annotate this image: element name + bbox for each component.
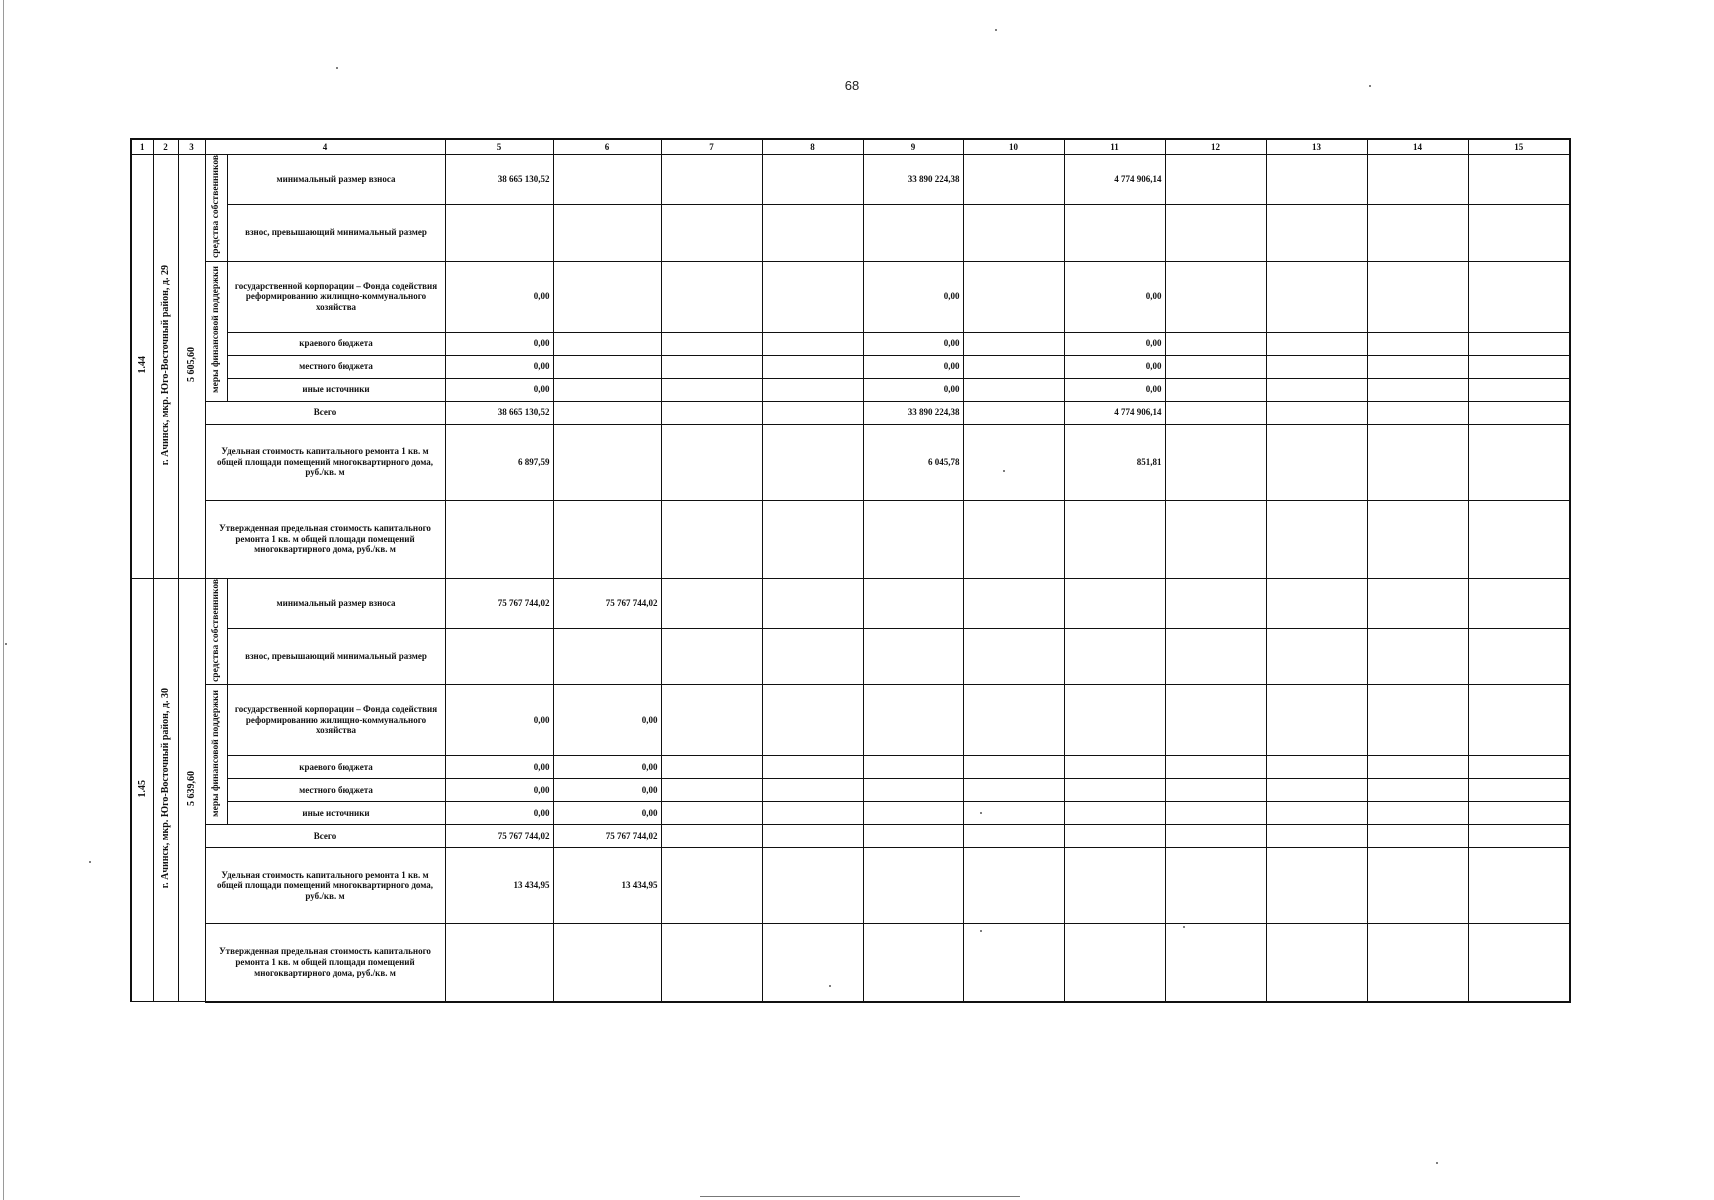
header-col-7: 7 bbox=[661, 139, 762, 155]
cell-col-12 bbox=[1165, 685, 1266, 756]
row-label: Удельная стоимость капитального ремонта 1 кв. м общей площади помещений многоквартирного дома, руб./кв. м bbox=[205, 424, 445, 500]
cell-col-14 bbox=[1367, 578, 1468, 628]
cell-col-12 bbox=[1165, 825, 1266, 848]
cell-col-9 bbox=[863, 756, 963, 779]
scan-speck bbox=[336, 67, 338, 69]
cell-col-5 bbox=[445, 924, 553, 1002]
cell-col-8 bbox=[762, 355, 863, 378]
cell-col-5: 13 434,95 bbox=[445, 848, 553, 924]
cell-col-14 bbox=[1367, 401, 1468, 424]
cell-col-12 bbox=[1165, 261, 1266, 332]
header-col-5: 5 bbox=[445, 139, 553, 155]
cell-col-7 bbox=[661, 332, 762, 355]
cell-col-5: 0,00 bbox=[445, 261, 553, 332]
cell-col-8 bbox=[762, 401, 863, 424]
header-col-1: 1 bbox=[131, 139, 153, 155]
cell-col-5: 0,00 bbox=[445, 685, 553, 756]
cell-col-10 bbox=[963, 848, 1064, 924]
table-row bbox=[131, 825, 1570, 848]
cell-col-9 bbox=[863, 779, 963, 802]
cell-col-11 bbox=[1064, 756, 1165, 779]
cell-col-6 bbox=[553, 924, 661, 1002]
cell-col-10 bbox=[963, 378, 1064, 401]
total-area-text: 5 639,60 bbox=[186, 770, 197, 806]
cell-col-13 bbox=[1266, 825, 1367, 848]
cell-col-12 bbox=[1165, 401, 1266, 424]
cell-col-6: 0,00 bbox=[553, 756, 661, 779]
cell-col-7 bbox=[661, 924, 762, 1002]
table-row bbox=[131, 802, 1570, 825]
cell-col-15 bbox=[1468, 355, 1570, 378]
cell-col-5: 0,00 bbox=[445, 378, 553, 401]
table-row bbox=[131, 685, 1570, 756]
cell-col-9: 0,00 bbox=[863, 355, 963, 378]
table-row bbox=[131, 332, 1570, 355]
owners-funds-label-text: средства собственников bbox=[210, 578, 221, 682]
cell-col-13 bbox=[1266, 401, 1367, 424]
row-label: государственной корпорации – Фонда содействия реформированию жилищно-коммунального хозяйства bbox=[227, 685, 445, 756]
header-col-4: 4 bbox=[205, 139, 445, 155]
capital-repair-table bbox=[130, 138, 1571, 1003]
cell-col-5: 75 767 744,02 bbox=[445, 578, 553, 628]
cell-col-5 bbox=[445, 204, 553, 261]
cell-col-15 bbox=[1468, 500, 1570, 578]
total-area-text: 5 605,60 bbox=[186, 347, 197, 383]
cell-col-15 bbox=[1468, 155, 1570, 205]
table-row bbox=[131, 756, 1570, 779]
cell-col-11: 0,00 bbox=[1064, 378, 1165, 401]
cell-col-14 bbox=[1367, 424, 1468, 500]
header-col-3: 3 bbox=[178, 139, 205, 155]
header-col-14: 14 bbox=[1367, 139, 1468, 155]
cell-col-11 bbox=[1064, 825, 1165, 848]
cell-col-6 bbox=[553, 332, 661, 355]
cell-col-11 bbox=[1064, 779, 1165, 802]
row-label: краевого бюджета bbox=[227, 756, 445, 779]
cell-col-11 bbox=[1064, 685, 1165, 756]
cell-col-5: 0,00 bbox=[445, 355, 553, 378]
row-label: минимальный размер взноса bbox=[227, 155, 445, 205]
header-col-2: 2 bbox=[153, 139, 178, 155]
cell-col-6: 75 767 744,02 bbox=[553, 825, 661, 848]
cell-col-14 bbox=[1367, 848, 1468, 924]
cell-col-6 bbox=[553, 628, 661, 685]
cell-col-10 bbox=[963, 332, 1064, 355]
cell-col-15 bbox=[1468, 825, 1570, 848]
cell-col-7 bbox=[661, 825, 762, 848]
cell-col-9 bbox=[863, 685, 963, 756]
cell-col-14 bbox=[1367, 628, 1468, 685]
cell-col-7 bbox=[661, 779, 762, 802]
row-label: иные источники bbox=[227, 378, 445, 401]
cell-col-7 bbox=[661, 378, 762, 401]
header-col-9: 9 bbox=[863, 139, 963, 155]
cell-col-14 bbox=[1367, 355, 1468, 378]
header-col-12: 12 bbox=[1165, 139, 1266, 155]
cell-col-8 bbox=[762, 825, 863, 848]
cell-col-12 bbox=[1165, 924, 1266, 1002]
cell-col-7 bbox=[661, 802, 762, 825]
cell-col-15 bbox=[1468, 332, 1570, 355]
cell-col-10 bbox=[963, 578, 1064, 628]
cell-col-9 bbox=[863, 825, 963, 848]
table-row bbox=[131, 924, 1570, 1002]
total-area bbox=[178, 578, 205, 1002]
row-label: Утвержденная предельная стоимость капитального ремонта 1 кв. м общей площади помещений многоквартирного дома, руб./кв. м bbox=[205, 500, 445, 578]
cell-col-11 bbox=[1064, 204, 1165, 261]
cell-col-15 bbox=[1468, 378, 1570, 401]
cell-col-7 bbox=[661, 685, 762, 756]
cell-col-10 bbox=[963, 825, 1064, 848]
financial-support-label bbox=[205, 685, 227, 825]
cell-col-9: 0,00 bbox=[863, 378, 963, 401]
cell-col-9 bbox=[863, 500, 963, 578]
cell-col-7 bbox=[661, 500, 762, 578]
cell-col-5: 6 897,59 bbox=[445, 424, 553, 500]
cell-col-7 bbox=[661, 848, 762, 924]
cell-col-15 bbox=[1468, 685, 1570, 756]
row-label: Всего bbox=[205, 401, 445, 424]
cell-col-11 bbox=[1064, 924, 1165, 1002]
cell-col-13 bbox=[1266, 155, 1367, 205]
cell-col-8 bbox=[762, 802, 863, 825]
cell-col-9: 33 890 224,38 bbox=[863, 155, 963, 205]
cell-col-5: 0,00 bbox=[445, 756, 553, 779]
cell-col-8 bbox=[762, 924, 863, 1002]
cell-col-13 bbox=[1266, 802, 1367, 825]
cell-col-11: 0,00 bbox=[1064, 355, 1165, 378]
row-label: взнос, превышающий минимальный размер bbox=[227, 204, 445, 261]
cell-col-7 bbox=[661, 401, 762, 424]
cell-col-12 bbox=[1165, 204, 1266, 261]
cell-col-5: 75 767 744,02 bbox=[445, 825, 553, 848]
address-text: г. Ачинск, мкр. Юго-Восточный район, д. 30 bbox=[160, 688, 171, 889]
cell-col-15 bbox=[1468, 204, 1570, 261]
cell-col-5: 38 665 130,52 bbox=[445, 155, 553, 205]
scan-artifact-line bbox=[700, 1196, 1020, 1197]
cell-col-15 bbox=[1468, 578, 1570, 628]
cell-col-6 bbox=[553, 401, 661, 424]
cell-col-10 bbox=[963, 756, 1064, 779]
scan-speck bbox=[89, 861, 91, 863]
cell-col-15 bbox=[1468, 924, 1570, 1002]
header-col-11: 11 bbox=[1064, 139, 1165, 155]
row-label: местного бюджета bbox=[227, 779, 445, 802]
cell-col-8 bbox=[762, 424, 863, 500]
cell-col-13 bbox=[1266, 500, 1367, 578]
cell-col-8 bbox=[762, 204, 863, 261]
cell-col-14 bbox=[1367, 685, 1468, 756]
cell-col-8 bbox=[762, 155, 863, 205]
address bbox=[153, 155, 178, 579]
address bbox=[153, 578, 178, 1002]
cell-col-14 bbox=[1367, 261, 1468, 332]
cell-col-6 bbox=[553, 424, 661, 500]
cell-col-6 bbox=[553, 500, 661, 578]
cell-col-7 bbox=[661, 355, 762, 378]
cell-col-6 bbox=[553, 204, 661, 261]
table-row bbox=[131, 378, 1570, 401]
cell-col-15 bbox=[1468, 756, 1570, 779]
cell-col-11 bbox=[1064, 578, 1165, 628]
cell-col-9 bbox=[863, 578, 963, 628]
scan-speck bbox=[995, 29, 997, 31]
cell-col-11: 0,00 bbox=[1064, 332, 1165, 355]
cell-col-13 bbox=[1266, 332, 1367, 355]
cell-col-5 bbox=[445, 500, 553, 578]
cell-col-8 bbox=[762, 332, 863, 355]
header-col-10: 10 bbox=[963, 139, 1064, 155]
cell-col-11 bbox=[1064, 802, 1165, 825]
owners-funds-label-text: средства собственников bbox=[210, 155, 221, 258]
cell-col-13 bbox=[1266, 779, 1367, 802]
cell-col-13 bbox=[1266, 261, 1367, 332]
cell-col-13 bbox=[1266, 355, 1367, 378]
cell-col-11: 4 774 906,14 bbox=[1064, 155, 1165, 205]
item-number-text: 1.45 bbox=[136, 779, 148, 798]
cell-col-13 bbox=[1266, 378, 1367, 401]
table-row bbox=[131, 848, 1570, 924]
cell-col-10 bbox=[963, 628, 1064, 685]
cell-col-14 bbox=[1367, 924, 1468, 1002]
cell-col-8 bbox=[762, 848, 863, 924]
table-row bbox=[131, 204, 1570, 261]
cell-col-11: 4 774 906,14 bbox=[1064, 401, 1165, 424]
cell-col-15 bbox=[1468, 261, 1570, 332]
cell-col-6 bbox=[553, 378, 661, 401]
cell-col-14 bbox=[1367, 155, 1468, 205]
cell-col-14 bbox=[1367, 825, 1468, 848]
cell-col-10 bbox=[963, 424, 1064, 500]
cell-col-12 bbox=[1165, 578, 1266, 628]
cell-col-10 bbox=[963, 155, 1064, 205]
scan-left-edge bbox=[3, 0, 4, 1200]
cell-col-8 bbox=[762, 378, 863, 401]
cell-col-9 bbox=[863, 924, 963, 1002]
cell-col-7 bbox=[661, 578, 762, 628]
cell-col-8 bbox=[762, 756, 863, 779]
cell-col-8 bbox=[762, 628, 863, 685]
cell-col-12 bbox=[1165, 378, 1266, 401]
cell-col-7 bbox=[661, 424, 762, 500]
cell-col-10 bbox=[963, 500, 1064, 578]
table-row bbox=[131, 155, 1570, 205]
financial-support-label-text: меры финансовой поддержки bbox=[210, 266, 221, 394]
cell-col-5: 0,00 bbox=[445, 779, 553, 802]
cell-col-11: 851,81 bbox=[1064, 424, 1165, 500]
cell-col-10 bbox=[963, 924, 1064, 1002]
cell-col-13 bbox=[1266, 848, 1367, 924]
cell-col-10 bbox=[963, 204, 1064, 261]
table-row bbox=[131, 424, 1570, 500]
cell-col-10 bbox=[963, 261, 1064, 332]
cell-col-8 bbox=[762, 578, 863, 628]
cell-col-10 bbox=[963, 401, 1064, 424]
cell-col-9 bbox=[863, 204, 963, 261]
header-col-8: 8 bbox=[762, 139, 863, 155]
cell-col-14 bbox=[1367, 500, 1468, 578]
cell-col-5 bbox=[445, 628, 553, 685]
cell-col-9: 6 045,78 bbox=[863, 424, 963, 500]
cell-col-6 bbox=[553, 355, 661, 378]
cell-col-8 bbox=[762, 500, 863, 578]
owners-funds-label bbox=[205, 578, 227, 685]
cell-col-7 bbox=[661, 155, 762, 205]
cell-col-5: 0,00 bbox=[445, 802, 553, 825]
scan-speck bbox=[1436, 1162, 1438, 1164]
cell-col-9: 0,00 bbox=[863, 261, 963, 332]
row-label: иные источники bbox=[227, 802, 445, 825]
cell-col-7 bbox=[661, 261, 762, 332]
cell-col-15 bbox=[1468, 848, 1570, 924]
cell-col-15 bbox=[1468, 779, 1570, 802]
cell-col-15 bbox=[1468, 628, 1570, 685]
cell-col-5: 38 665 130,52 bbox=[445, 401, 553, 424]
cell-col-12 bbox=[1165, 155, 1266, 205]
cell-col-12 bbox=[1165, 779, 1266, 802]
table-row bbox=[131, 261, 1570, 332]
cell-col-12 bbox=[1165, 756, 1266, 779]
cell-col-6 bbox=[553, 155, 661, 205]
cell-col-8 bbox=[762, 261, 863, 332]
cell-col-8 bbox=[762, 685, 863, 756]
financial-support-label bbox=[205, 261, 227, 401]
page-number: 68 bbox=[844, 78, 860, 93]
cell-col-10 bbox=[963, 802, 1064, 825]
cell-col-14 bbox=[1367, 756, 1468, 779]
row-label: краевого бюджета bbox=[227, 332, 445, 355]
cell-col-13 bbox=[1266, 204, 1367, 261]
cell-col-9 bbox=[863, 848, 963, 924]
owners-funds-label bbox=[205, 155, 227, 262]
financial-support-label-text: меры финансовой поддержки bbox=[210, 689, 221, 817]
item-number-text: 1.44 bbox=[136, 356, 148, 374]
cell-col-9: 33 890 224,38 bbox=[863, 401, 963, 424]
cell-col-13 bbox=[1266, 685, 1367, 756]
cell-col-6: 75 767 744,02 bbox=[553, 578, 661, 628]
cell-col-12 bbox=[1165, 802, 1266, 825]
cell-col-11 bbox=[1064, 848, 1165, 924]
item-number bbox=[131, 155, 153, 579]
address-text: г. Ачинск, мкр. Юго-Восточный район, д. 29 bbox=[160, 264, 171, 466]
cell-col-12 bbox=[1165, 332, 1266, 355]
cell-col-10 bbox=[963, 779, 1064, 802]
table-row bbox=[131, 628, 1570, 685]
table-row bbox=[131, 355, 1570, 378]
cell-col-14 bbox=[1367, 802, 1468, 825]
header-col-15: 15 bbox=[1468, 139, 1570, 155]
cell-col-12 bbox=[1165, 355, 1266, 378]
row-label: Всего bbox=[205, 825, 445, 848]
cell-col-10 bbox=[963, 355, 1064, 378]
cell-col-10 bbox=[963, 685, 1064, 756]
scan-speck bbox=[1369, 85, 1371, 87]
cell-col-7 bbox=[661, 204, 762, 261]
cell-col-12 bbox=[1165, 424, 1266, 500]
table-row bbox=[131, 500, 1570, 578]
cell-col-7 bbox=[661, 756, 762, 779]
cell-col-14 bbox=[1367, 779, 1468, 802]
cell-col-13 bbox=[1266, 924, 1367, 1002]
cell-col-12 bbox=[1165, 628, 1266, 685]
cell-col-8 bbox=[762, 779, 863, 802]
cell-col-15 bbox=[1468, 424, 1570, 500]
cell-col-7 bbox=[661, 628, 762, 685]
cell-col-13 bbox=[1266, 578, 1367, 628]
cell-col-15 bbox=[1468, 802, 1570, 825]
row-label: государственной корпорации – Фонда содействия реформированию жилищно-коммунального хозяйства bbox=[227, 261, 445, 332]
table-row bbox=[131, 578, 1570, 628]
cell-col-9 bbox=[863, 628, 963, 685]
row-label: взнос, превышающий минимальный размер bbox=[227, 628, 445, 685]
scan-speck bbox=[5, 643, 7, 645]
cell-col-6: 13 434,95 bbox=[553, 848, 661, 924]
cell-col-12 bbox=[1165, 500, 1266, 578]
cell-col-11 bbox=[1064, 500, 1165, 578]
cell-col-5: 0,00 bbox=[445, 332, 553, 355]
cell-col-6: 0,00 bbox=[553, 685, 661, 756]
cell-col-13 bbox=[1266, 628, 1367, 685]
total-area bbox=[178, 155, 205, 579]
cell-col-15 bbox=[1468, 401, 1570, 424]
cell-col-14 bbox=[1367, 378, 1468, 401]
cell-col-12 bbox=[1165, 848, 1266, 924]
cell-col-6: 0,00 bbox=[553, 779, 661, 802]
cell-col-13 bbox=[1266, 756, 1367, 779]
cell-col-13 bbox=[1266, 424, 1367, 500]
cell-col-6: 0,00 bbox=[553, 802, 661, 825]
row-label: Утвержденная предельная стоимость капитального ремонта 1 кв. м общей площади помещений многоквартирного дома, руб./кв. м bbox=[205, 924, 445, 1002]
header-col-13: 13 bbox=[1266, 139, 1367, 155]
cell-col-11 bbox=[1064, 628, 1165, 685]
header-col-6: 6 bbox=[553, 139, 661, 155]
row-label: минимальный размер взноса bbox=[227, 578, 445, 628]
cell-col-11: 0,00 bbox=[1064, 261, 1165, 332]
table-row bbox=[131, 401, 1570, 424]
item-number bbox=[131, 578, 153, 1002]
cell-col-14 bbox=[1367, 204, 1468, 261]
table-row bbox=[131, 779, 1570, 802]
cell-col-9 bbox=[863, 802, 963, 825]
cell-col-6 bbox=[553, 261, 661, 332]
cell-col-14 bbox=[1367, 332, 1468, 355]
row-label: Удельная стоимость капитального ремонта 1 кв. м общей площади помещений многоквартирного дома, руб./кв. м bbox=[205, 848, 445, 924]
cell-col-9: 0,00 bbox=[863, 332, 963, 355]
row-label: местного бюджета bbox=[227, 355, 445, 378]
header-row bbox=[131, 139, 1570, 155]
